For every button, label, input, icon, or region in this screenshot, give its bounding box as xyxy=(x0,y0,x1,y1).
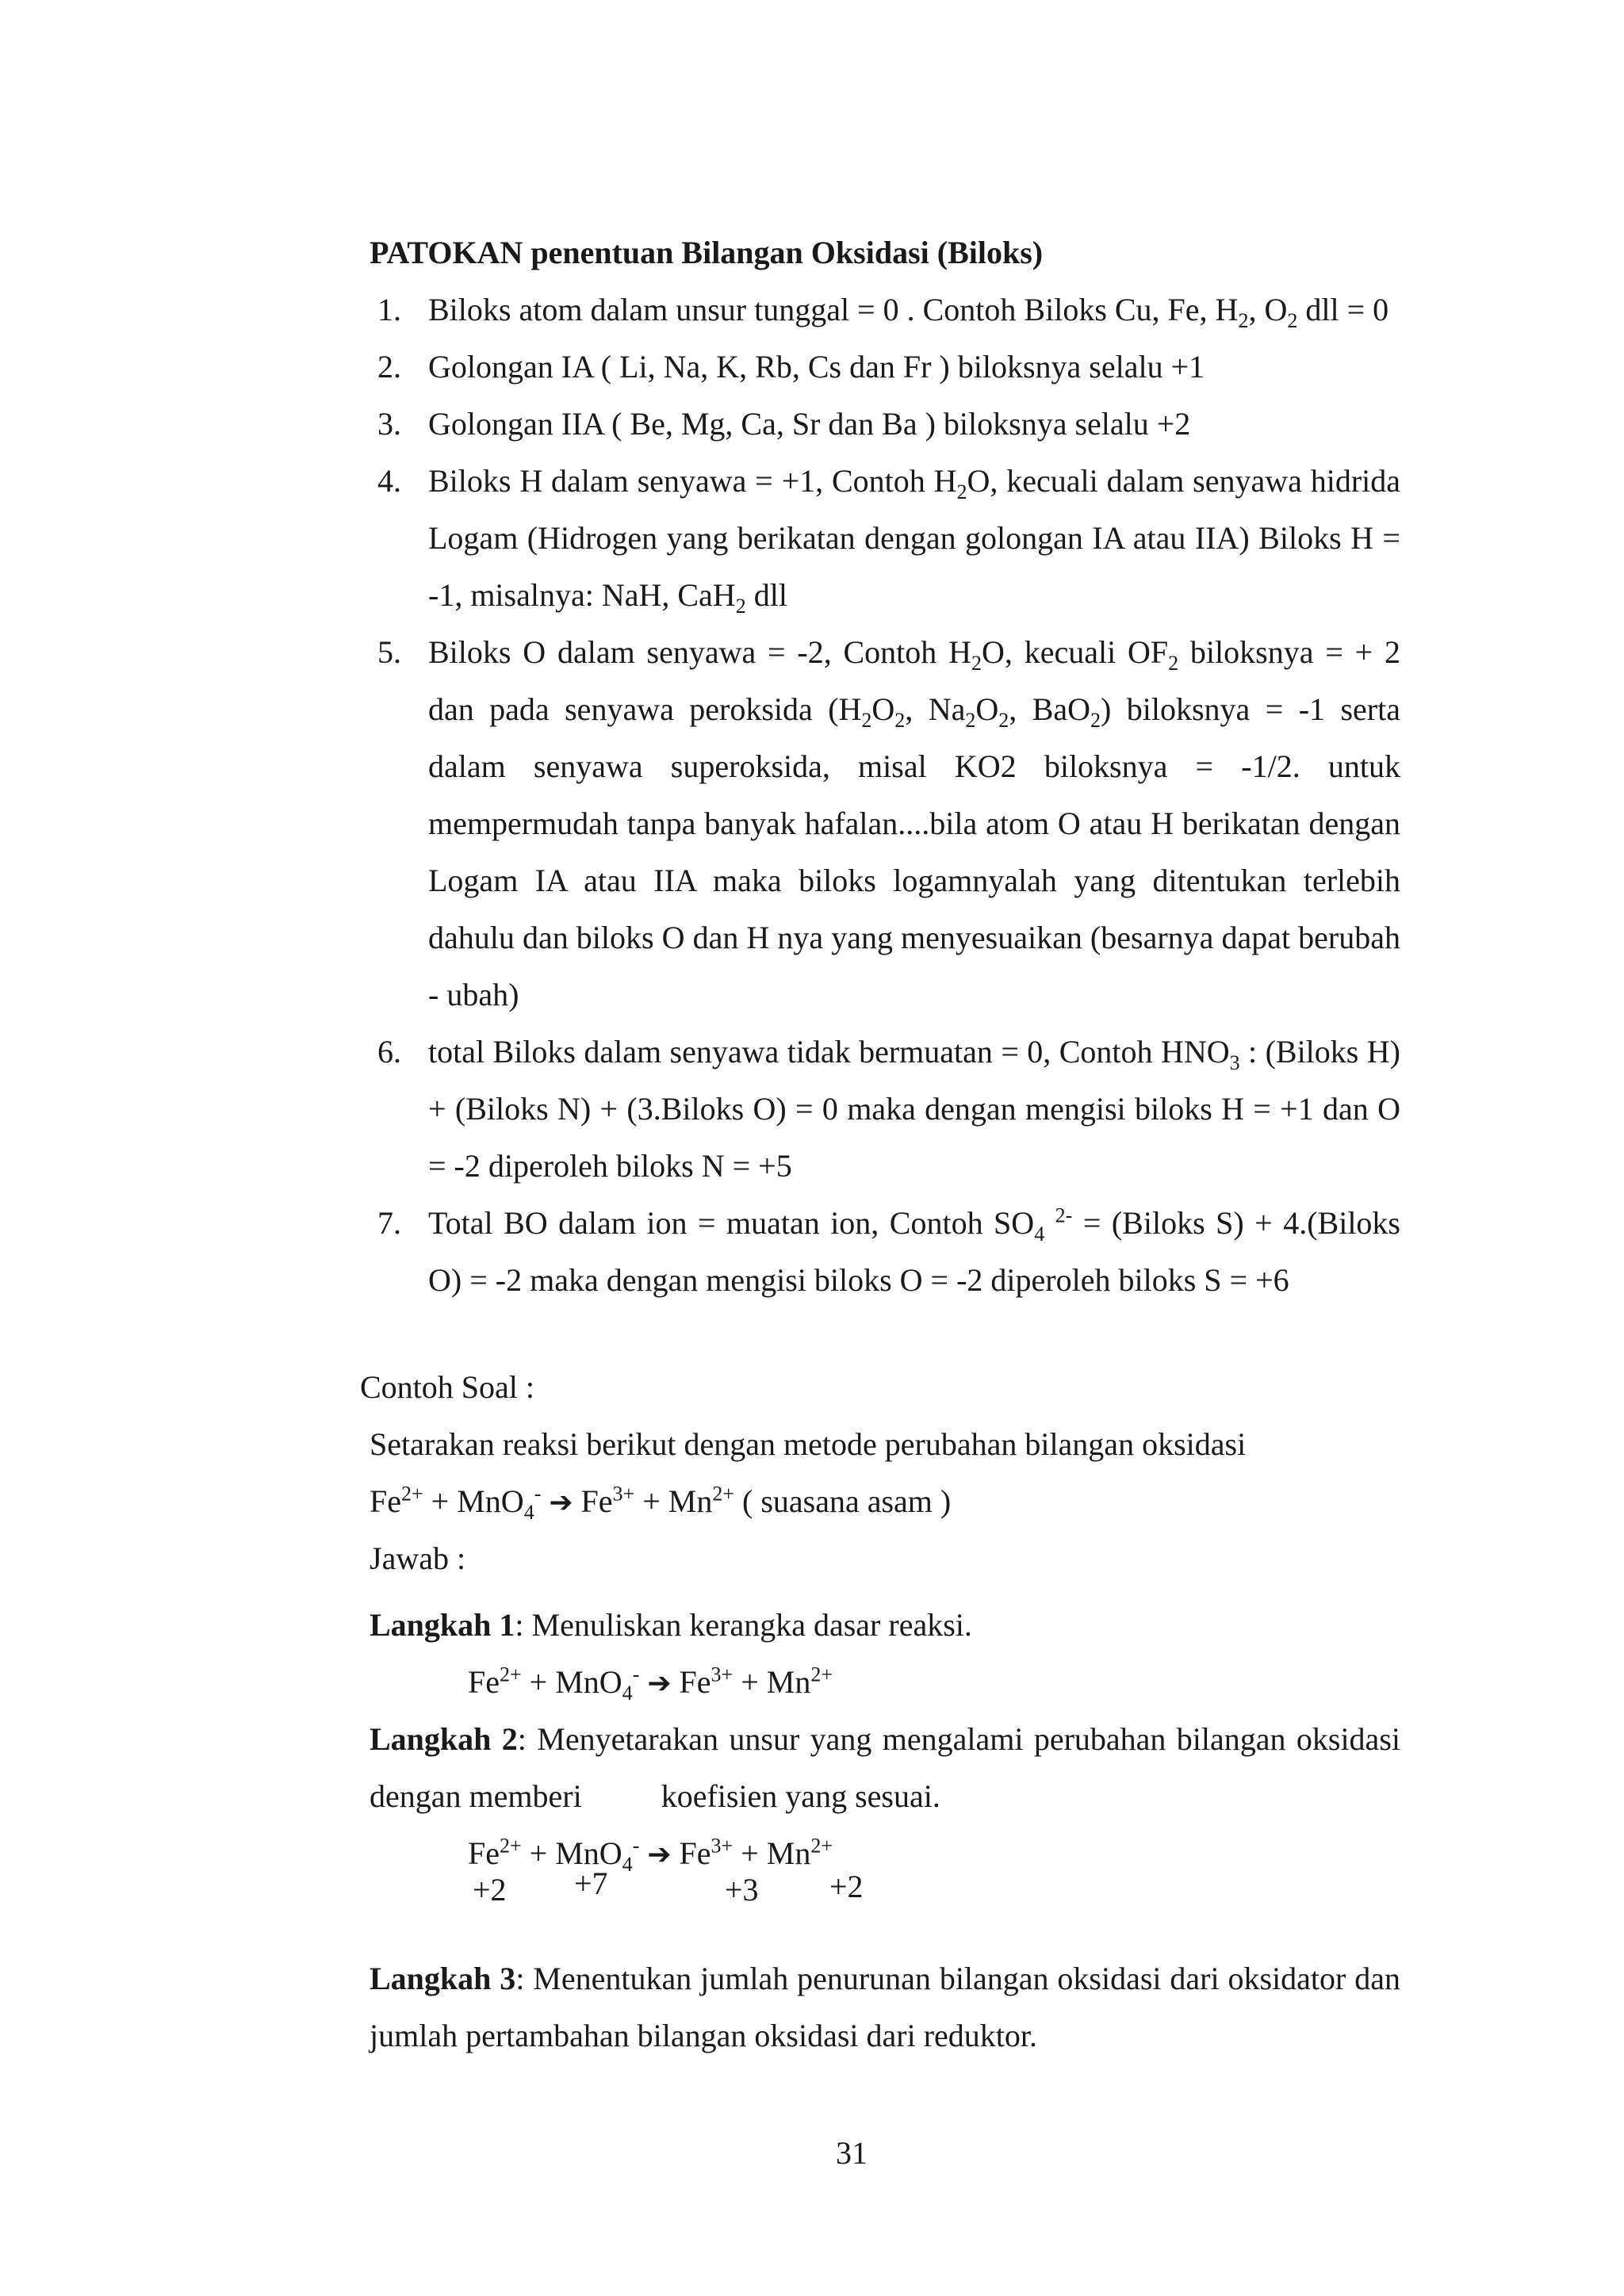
ox-number-mn2: +2 xyxy=(829,1869,864,1904)
rule-item xyxy=(370,281,1400,339)
step-2: Langkah 2: Menyetarakan unsur yang mengalami perubahan bilangan oksidasi dengan memberi koefisien yang sesuai. xyxy=(370,1721,1400,1814)
rule-text: total Biloks dalam senyawa tidak bermuatan = 0, Contoh $HNO_3$ : (Biloks H) + (Biloks N) + (3.Biloks O) = 0 maka dengan mengisi biloks H = +1 dan O = -2 diperoleh biloks N = +5 xyxy=(428,1034,1400,1184)
step-1: Langkah 1: Menuliskan kerangka dasar reaksi. xyxy=(370,1607,972,1643)
rule-text: Golongan IIA ( Be, Mg, Ca, Sr dan Ba ) biloksnya selalu +2 xyxy=(428,406,1191,442)
rule-item xyxy=(370,339,1400,396)
rule-text: Biloks O dalam senyawa = -2, Contoh $H_2O$, kecuali $OF_2$ biloksnya = + 2 dan pada senyawa peroksida ($H_2O_2$, $Na_2O_2$, BaO$_2$) biloksnya = -1 serta dalam senyawa superoksida, misal KO2 biloksnya = -1/2. untuk mempermudah tanpa banyak hafalan....bila atom O atau H berikatan dengan Logam IA atau IIA maka biloks logamnyalah yang ditentukan terlebih dahulu dan biloks O dan H nya yang menyesuaikan (besarnya dapat berubah - ubah) xyxy=(428,634,1401,1012)
rule-item xyxy=(370,396,1400,453)
rule-number: 4. xyxy=(377,463,401,499)
rule-text: Biloks H dalam senyawa = +1, Contoh $H_2O$, kecuali dalam senyawa hidrida Logam (Hidrogen yang berikatan dengan golongan IA atau IIA) Biloks H = -1, misalnya: NaH, CaH$_2$ dll xyxy=(428,463,1401,618)
rule-number: 6. xyxy=(377,1034,401,1070)
step-3: Langkah 3: Menentukan jumlah penurunan bilangan oksidasi dari oksidator dan jumlah pertambahan bilangan oksidasi dari reduktor. xyxy=(370,1961,1401,2053)
ox-number-fe2: +2 xyxy=(473,1872,507,1908)
rule-number: 5. xyxy=(377,634,401,670)
problem-text: Setarakan reaksi berikut dengan metode perubahan bilangan oksidasi xyxy=(370,1426,1247,1462)
example-label: Contoh Soal : xyxy=(360,1369,535,1405)
rule-text: Total BO dalam ion = muatan ion, Contoh $SO_4$ $^{2-}$ = (Biloks S) + 4.(Biloks O) = -2 maka dengan mengisi biloks O = -2 diperoleh biloks S = +6 xyxy=(428,1203,1400,1298)
section-heading: PATOKAN penentuan Bilangan Oksidasi (Biloks) xyxy=(370,235,1044,270)
ox-number-fe3: +3 xyxy=(725,1872,759,1908)
rule-item xyxy=(370,624,1400,1024)
rule-item xyxy=(370,1024,1400,1195)
rule-number: 2. xyxy=(377,349,401,385)
rules-list xyxy=(370,281,1400,1309)
ox-number-mn7: +7 xyxy=(574,1866,608,1901)
rule-number: 1. xyxy=(377,292,401,327)
step-2-equation: $Fe^{2+} + MnO_4^-$ ➔ $Fe^{3+} + Mn^{2+}$ xyxy=(468,1834,833,1876)
rule-item xyxy=(370,1195,1400,1309)
reaction-arrow-icon: ➔ xyxy=(549,1487,573,1519)
rule-text: Golongan IA ( Li, Na, K, Rb, Cs dan Fr ) biloksnya selalu +1 xyxy=(428,349,1205,385)
rule-number: 3. xyxy=(377,406,401,442)
rule-number: 7. xyxy=(377,1205,401,1241)
step-1-equation: $Fe^{2+} + MnO_4^-$ ➔ $Fe^{3+} + Mn^{2+}$ xyxy=(468,1663,833,1705)
answer-label: Jawab : xyxy=(370,1540,466,1576)
page-number: 31 xyxy=(836,2135,868,2171)
rule-text: Biloks atom dalam unsur tunggal = 0 . Contoh Biloks Cu, Fe, $H_2$, $O_2$ dll = 0 xyxy=(428,292,1389,332)
reaction-arrow-icon: ➔ xyxy=(647,1839,672,1871)
problem-equation: $Fe^{2+} + MnO_4^-$ ➔ $Fe^{3+} + Mn^{2+}$ ( suasana asam ) xyxy=(370,1482,952,1524)
reaction-arrow-icon: ➔ xyxy=(647,1667,672,1700)
rule-item xyxy=(370,453,1400,624)
